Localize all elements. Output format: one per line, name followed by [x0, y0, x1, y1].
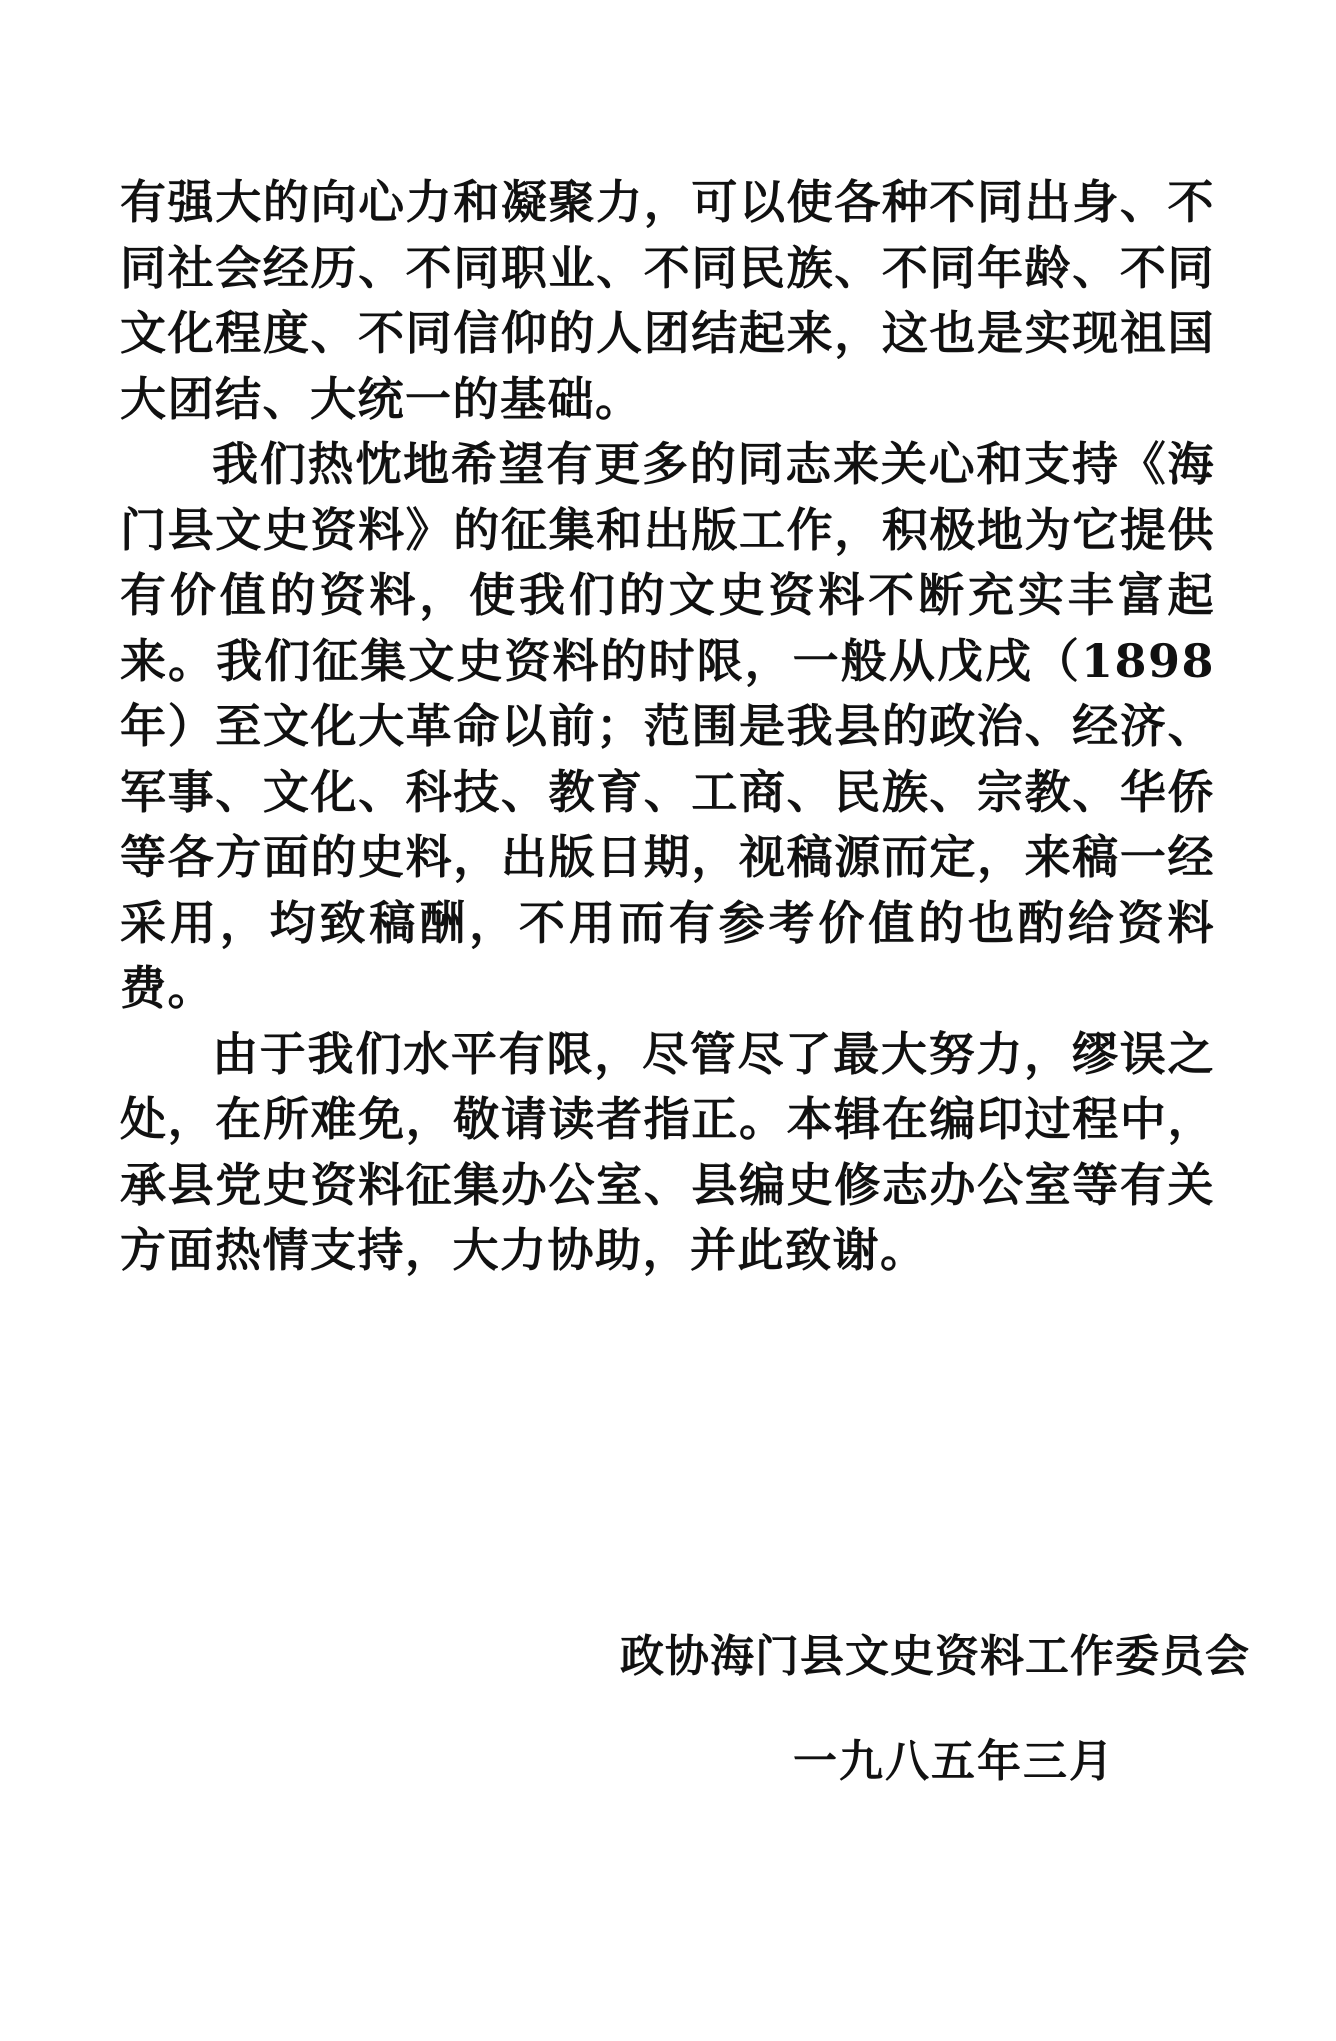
paragraph-3: 由于我们水平有限，尽管尽了最大努力，缪误之处，在所难免，敬请读者指正。本辑在编印过程中，承县党史资料征集办公室、县编史修志办公室等有关方面热情支持，大力协助，并此致谢。: [120, 1026, 1215, 1277]
signature: 政协海门县文史资料工作委员会: [620, 1631, 1250, 1682]
date: 一九八五年三月: [793, 1736, 1115, 1787]
paragraph-2: 我们热忱地希望有更多的同志来关心和支持《海门县文史资料》的征集和出版工作，积极地为它提供有价值的资料，使我们的文史资料不断充实丰富起来。我们征集文史资料的时限，一般从戊戌（1898年）至文化大革命以前；范围是我县的政治、经济、军事、文化、科技、教育、工商、民族、宗教、华侨等各方面的史料，出版日期，视稿源而定，来稿一经采用，均致稿酬，不用而有参考价值的也酌给资料费。: [120, 437, 1215, 1015]
body-text: [120, 170, 1215, 1284]
paragraph-1: 有强大的向心力和凝聚力，可以使各种不同出身、不同社会经历、不同职业、不同民族、不同年龄、不同文化程度、不同信仰的人团结起来，这也是实现祖国大团结、大统一的基础。: [120, 175, 1215, 426]
